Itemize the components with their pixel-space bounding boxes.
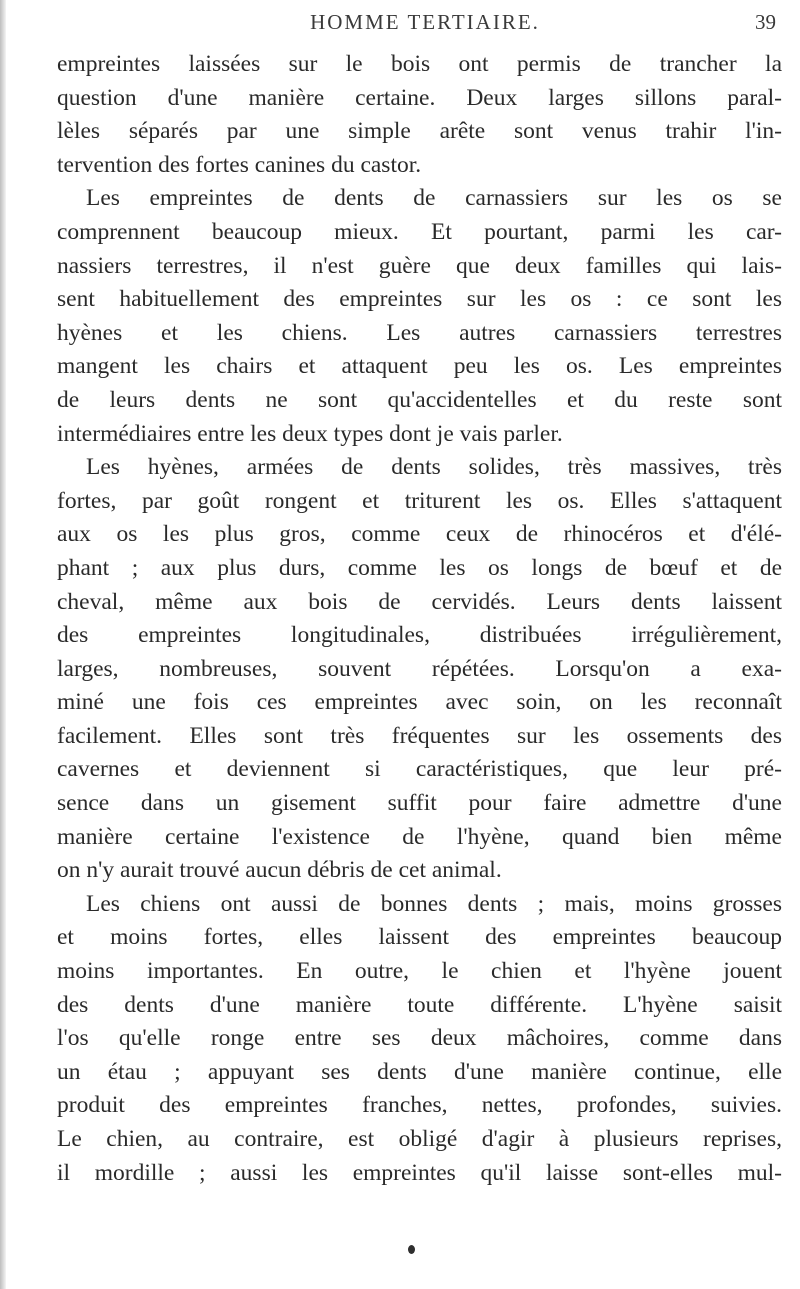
text-line: moins importantes. En outre, le chien et l'hyène jouent — [57, 958, 782, 985]
text-line: Le chien, au contraire, est obligé d'agir à plusieurs reprises, — [57, 1126, 782, 1152]
page-number: 39 — [755, 10, 776, 34]
running-title: HOMME TERTIAIRE. — [310, 10, 540, 34]
text-line: phant ; aux plus durs, comme les os longs de bœuf et de — [57, 554, 782, 581]
text-line: l'os qu'elle ronge entre ses deux mâchoires, comme dans — [57, 1025, 782, 1052]
text-line: un étau ; appuyant ses dents d'une manière continue, elle — [57, 1058, 782, 1085]
text-line: produit des empreintes franches, nettes, profondes, suivies. — [57, 1092, 782, 1119]
text-line: miné une fois ces empreintes avec soin, on les reconnaît — [57, 689, 782, 716]
text-line: comprennent beaucoup mieux. Et pourtant, parmi les car- — [57, 218, 782, 245]
text-line: cheval, même aux bois de cervidés. Leurs dents laissent — [57, 588, 782, 615]
text-line: Les chiens ont aussi de bonnes dents ; mais, moins grosses — [86, 890, 782, 917]
text-line: nassiers terrestres, il n'est guère que deux familles qui lais- — [57, 252, 782, 279]
text-line: et moins fortes, elles laissent des empreintes beaucoup — [57, 924, 782, 951]
text-line: manière certaine l'existence de l'hyène, quand bien même — [57, 823, 782, 850]
text-line: Les empreintes de dents de carnassiers sur les os se — [86, 185, 782, 212]
text-line: aux os les plus gros, comme ceux de rhinocéros et d'élé- — [57, 521, 782, 548]
text-line: mangent les chairs et attaquent peu les os. Les empreintes — [57, 353, 782, 380]
page-left-edge — [0, 0, 6, 1289]
text-line: lèles séparés par une simple arête sont venus trahir l'in- — [57, 118, 782, 145]
text-line: hyènes et les chiens. Les autres carnassiers terrestres — [57, 319, 782, 346]
text-line: facilement. Elles sont très fréquentes sur les ossements des — [57, 722, 782, 749]
text-line: de leurs dents ne sont qu'accidentelles et du reste sont — [57, 386, 782, 413]
text-line: il mordille ; aussi les empreintes qu'il laisse sont-elles mul- — [57, 1159, 782, 1186]
text-line: intermédiaires entre les deux types dont je vais parler. — [57, 420, 563, 447]
text-line: question d'une manière certaine. Deux larges sillons paral- — [57, 84, 782, 111]
text-line: larges, nombreuses, souvent répétées. Lorsqu'on a exa- — [57, 655, 782, 682]
text-line: fortes, par goût rongent et triturent les os. Elles s'attaquent — [57, 487, 782, 514]
text-line: sent habituellement des empreintes sur les os : ce sont les — [57, 286, 782, 313]
text-line: sence dans un gisement suffit pour faire admettre d'une — [57, 790, 782, 817]
ink-dot-mark — [408, 1245, 415, 1254]
text-line: des dents d'une manière toute différente. L'hyène saisit — [57, 991, 782, 1018]
text-line: tervention des fortes canines du castor. — [57, 151, 422, 178]
running-head — [60, 10, 790, 50]
text-line: Les hyènes, armées de dents solides, très massives, très — [86, 454, 782, 481]
text-line: des empreintes longitudinales, distribuées irrégulièrement, — [57, 622, 782, 649]
text-line: empreintes laissées sur le bois ont permis de trancher la — [57, 51, 782, 77]
body-text — [57, 48, 782, 1190]
text-line: on n'y aurait trouvé aucun débris de cet animal. — [57, 857, 502, 884]
text-line: cavernes et deviennent si caractéristiques, que leur pré- — [57, 756, 782, 783]
